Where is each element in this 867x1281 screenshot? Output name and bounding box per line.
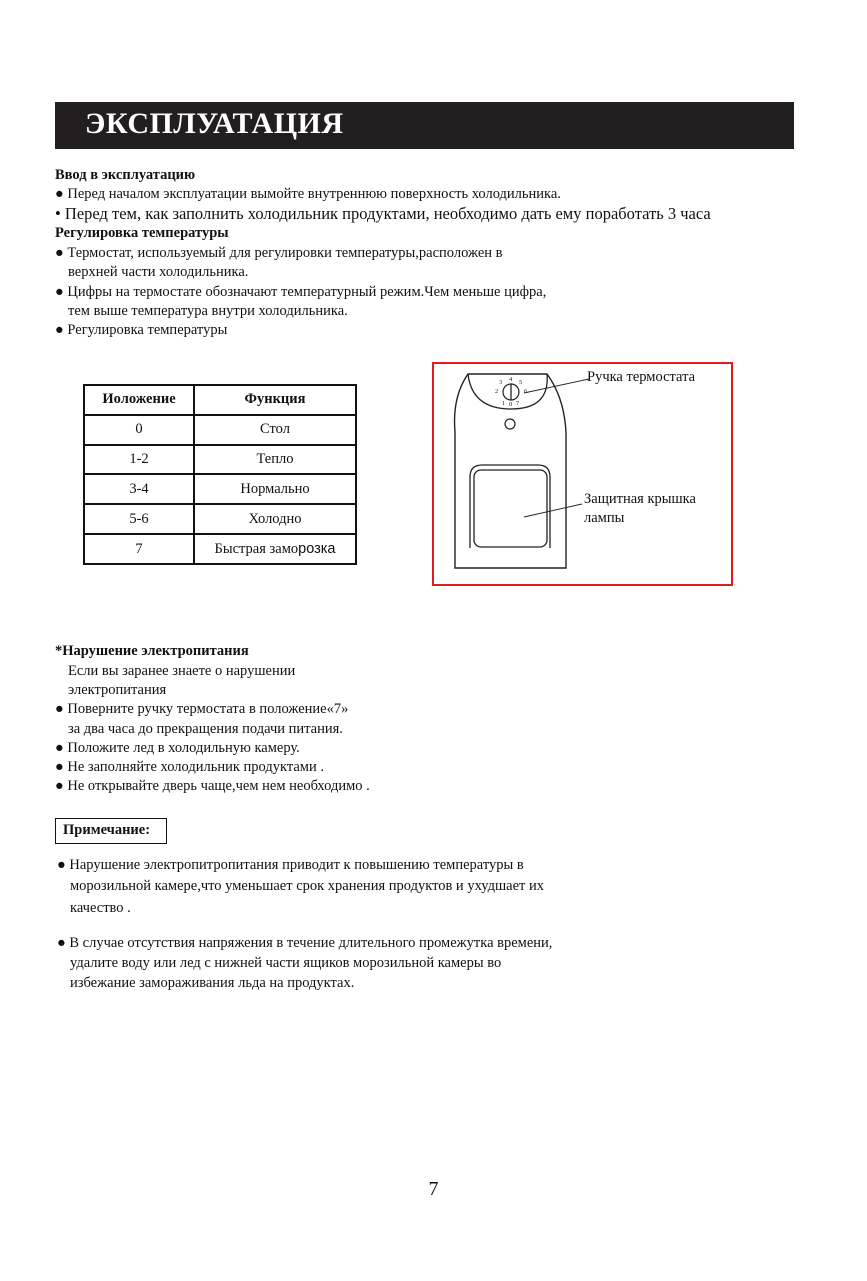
label-lamp-cover-line-1: Защитная крышка <box>584 491 696 507</box>
label-lamp-cover-line-2: лампы <box>584 510 625 526</box>
note-p1-line-3: качество . <box>70 900 131 916</box>
power-line-5: ● Положите лед в холодильную камеру. <box>55 740 300 756</box>
cell-position: 7 <box>84 534 194 564</box>
thermostat-housing <box>468 374 547 409</box>
note-label-box <box>55 818 167 844</box>
lamp-cover <box>474 470 547 547</box>
temperature-line-2: верхней части холодильника. <box>68 264 249 280</box>
power-line-4: за два часа до прекращения подачи питания. <box>68 721 343 737</box>
table-row <box>84 474 356 504</box>
cell-position: 3-4 <box>84 474 194 504</box>
table-row <box>84 445 356 475</box>
cover-leader-line <box>524 504 582 517</box>
cell-function: Тепло <box>194 445 356 475</box>
note-p1-line-2: морозильной камере,что уменьшает срок хранения продуктов и ухудшает их <box>70 878 544 894</box>
power-line-6: ● Не заполняйте холодильник продуктами . <box>55 759 324 775</box>
dial-mark: 5 <box>519 379 523 386</box>
intro-heading: Ввод в эксплуатацию <box>55 167 196 183</box>
power-line-3: ● Поверните ручку термостата в положение«7» <box>55 701 349 717</box>
column-header-function: Функция <box>194 385 356 415</box>
power-line-7: ● Не открывайте дверь чаще,чем нем необходимо . <box>55 778 370 794</box>
dial-mark: 1 <box>502 400 506 407</box>
cell-function <box>194 534 356 564</box>
table-row <box>84 504 356 534</box>
temperature-line-1: ● Термостат, используемый для регулировки температуры,расположен в <box>55 245 503 261</box>
cell-function-part-b: розка <box>298 540 336 557</box>
note-p1-line-1: ● Нарушение электропитропитания приводит к повышению температуры в <box>57 857 524 873</box>
note-p2-line-3: избежание замораживания льда на продуктах. <box>70 975 355 991</box>
power-line-2: электропитания <box>68 682 167 698</box>
cell-position: 0 <box>84 415 194 445</box>
dial-mark: 4 <box>509 376 513 383</box>
dial-mark: 3 <box>499 379 503 386</box>
intro-line-1: ● Перед началом эксплуатации вымойте внутреннюю поверхность холодильника. <box>55 186 561 202</box>
cell-function: Нормально <box>194 474 356 504</box>
dial-mark: 0 <box>509 401 513 408</box>
table-header-row <box>84 385 356 415</box>
cell-function: Холодно <box>194 504 356 534</box>
table-row <box>84 534 356 564</box>
fridge-interior-diagram <box>432 362 733 586</box>
cell-function-part-a: Быстрая замо <box>214 540 299 557</box>
table-row <box>84 415 356 445</box>
section-title-banner <box>55 102 794 149</box>
dial-mark: 7 <box>516 400 520 407</box>
lamp-recess <box>470 465 550 548</box>
intro-line-2: • Перед тем, как заполнить холодильник продуктами, необходимо дать ему поработать 3 часа <box>55 204 711 223</box>
label-thermostat-knob: Ручка термостата <box>587 369 696 385</box>
note-label: Примечание: <box>63 822 151 838</box>
power-heading: *Нарушение электропитания <box>55 643 249 659</box>
power-line-1: Если вы заранее знаете о нарушении <box>68 663 296 679</box>
thermostat-modes-table <box>83 384 357 565</box>
temperature-line-4: тем выше температура внутри холодильника. <box>68 303 348 319</box>
temperature-heading: Регулировка температуры <box>55 225 229 241</box>
temperature-line-5: ● Регулировка температуры <box>55 322 228 338</box>
note-p2-line-2: удалите воду или лед с нижней части ящиков морозильной камеры во <box>70 955 502 971</box>
dial-mark: 2 <box>495 388 499 395</box>
cell-position: 1-2 <box>84 445 194 475</box>
column-header-position: Иоложение <box>84 385 194 415</box>
temperature-line-3: ● Цифры на термостате обозначают температурный режим.Чем меньше цифра, <box>55 284 547 300</box>
cell-function: Стол <box>194 415 356 445</box>
cell-position: 5-6 <box>84 504 194 534</box>
dial-mark: 6 <box>524 388 528 395</box>
note-p2-line-1: ● В случае отсутствия напряжения в течение длительного промежутка времени, <box>57 935 553 951</box>
page-number: 7 <box>428 1178 439 1200</box>
section-title: ЭКСПЛУАТАЦИЯ <box>85 107 344 140</box>
indicator-light <box>505 419 515 429</box>
